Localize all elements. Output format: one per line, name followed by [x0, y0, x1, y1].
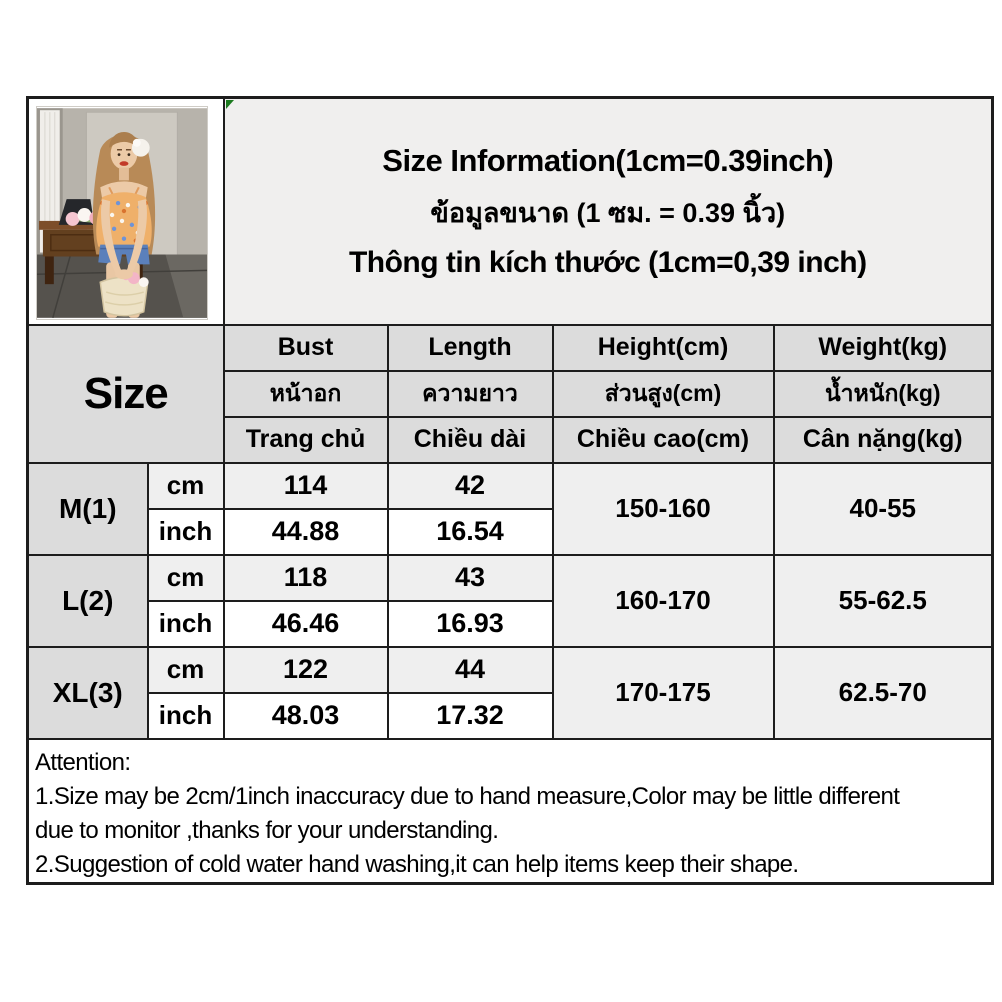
measurement-value-m-bust-inch: 44.88 — [224, 509, 388, 555]
measurement-value-xl-bust-cm: 122 — [224, 647, 388, 693]
range-value-l-height: 160-170 — [553, 555, 774, 647]
unit-label: cm — [148, 463, 224, 509]
size-row-label-l: L(2) — [28, 555, 148, 647]
size-row-label-m: M(1) — [28, 463, 148, 555]
unit-label: inch — [148, 601, 224, 647]
unit-label: cm — [148, 555, 224, 601]
measurement-value-xl-length-inch: 17.32 — [388, 693, 553, 739]
measurement-value-xl-bust-inch: 48.03 — [224, 693, 388, 739]
size-info-title — [225, 99, 992, 324]
measurement-value-m-length-cm: 42 — [388, 463, 553, 509]
attention-note-1b: due to monitor ,thanks for your understanding. — [35, 816, 499, 844]
measurement-value-l-bust-inch: 46.46 — [224, 601, 388, 647]
measurement-value-l-length-inch: 16.93 — [388, 601, 553, 647]
range-value-xl-weight: 62.5-70 — [774, 647, 993, 739]
header-bust-th: หน้าอก — [224, 371, 388, 417]
unit-label: inch — [148, 509, 224, 555]
measurement-value-xl-length-cm: 44 — [388, 647, 553, 693]
cell-corner-flag-icon — [226, 100, 235, 110]
measurement-value-l-bust-cm: 118 — [224, 555, 388, 601]
measurement-value-l-length-cm: 43 — [388, 555, 553, 601]
title-cell — [224, 98, 993, 325]
header-length-vi: Chiều dài — [388, 417, 553, 463]
header-weight-vi: Cân nặng(kg) — [774, 417, 993, 463]
model-photo — [36, 106, 208, 320]
attention-note-1a: 1.Size may be 2cm/1inch inaccuracy due to hand measure,Color may be little different — [35, 782, 900, 810]
header-weight-en: Weight(kg) — [774, 325, 993, 371]
header-length-th: ความยาว — [388, 371, 553, 417]
unit-label: cm — [148, 647, 224, 693]
title-line-vietnamese: Thông tin kích thước (1cm=0,39 inch) — [348, 245, 867, 279]
range-value-xl-height: 170-175 — [553, 647, 774, 739]
header-length-en: Length — [388, 325, 553, 371]
header-bust-vi: Trang chủ — [224, 417, 388, 463]
attention-section — [28, 739, 993, 884]
range-value-m-height: 150-160 — [553, 463, 774, 555]
header-bust-en: Bust — [224, 325, 388, 371]
title-line-english: Size Information(1cm=0.39inch) — [382, 142, 834, 178]
size-column-header: Size — [28, 325, 224, 463]
product-photo-cell — [28, 98, 224, 325]
size-row-label-xl: XL(3) — [28, 647, 148, 739]
measurement-value-m-length-inch: 16.54 — [388, 509, 553, 555]
attention-heading: Attention: — [35, 748, 131, 776]
range-value-l-weight: 55-62.5 — [774, 555, 993, 647]
size-information-table — [26, 96, 994, 885]
header-height-th: ส่วนสูง(cm) — [553, 371, 774, 417]
unit-label: inch — [148, 693, 224, 739]
title-line-thai: ข้อมูลขนาด (1 ซม. = 0.39 นิ้ว) — [430, 197, 786, 228]
header-height-en: Height(cm) — [553, 325, 774, 371]
range-value-m-weight: 40-55 — [774, 463, 993, 555]
header-height-vi: Chiều cao(cm) — [553, 417, 774, 463]
measurement-value-m-bust-cm: 114 — [224, 463, 388, 509]
attention-note-2: 2.Suggestion of cold water hand washing,it can help items keep their shape. — [35, 850, 799, 878]
header-weight-th: น้ำหนัก(kg) — [774, 371, 993, 417]
